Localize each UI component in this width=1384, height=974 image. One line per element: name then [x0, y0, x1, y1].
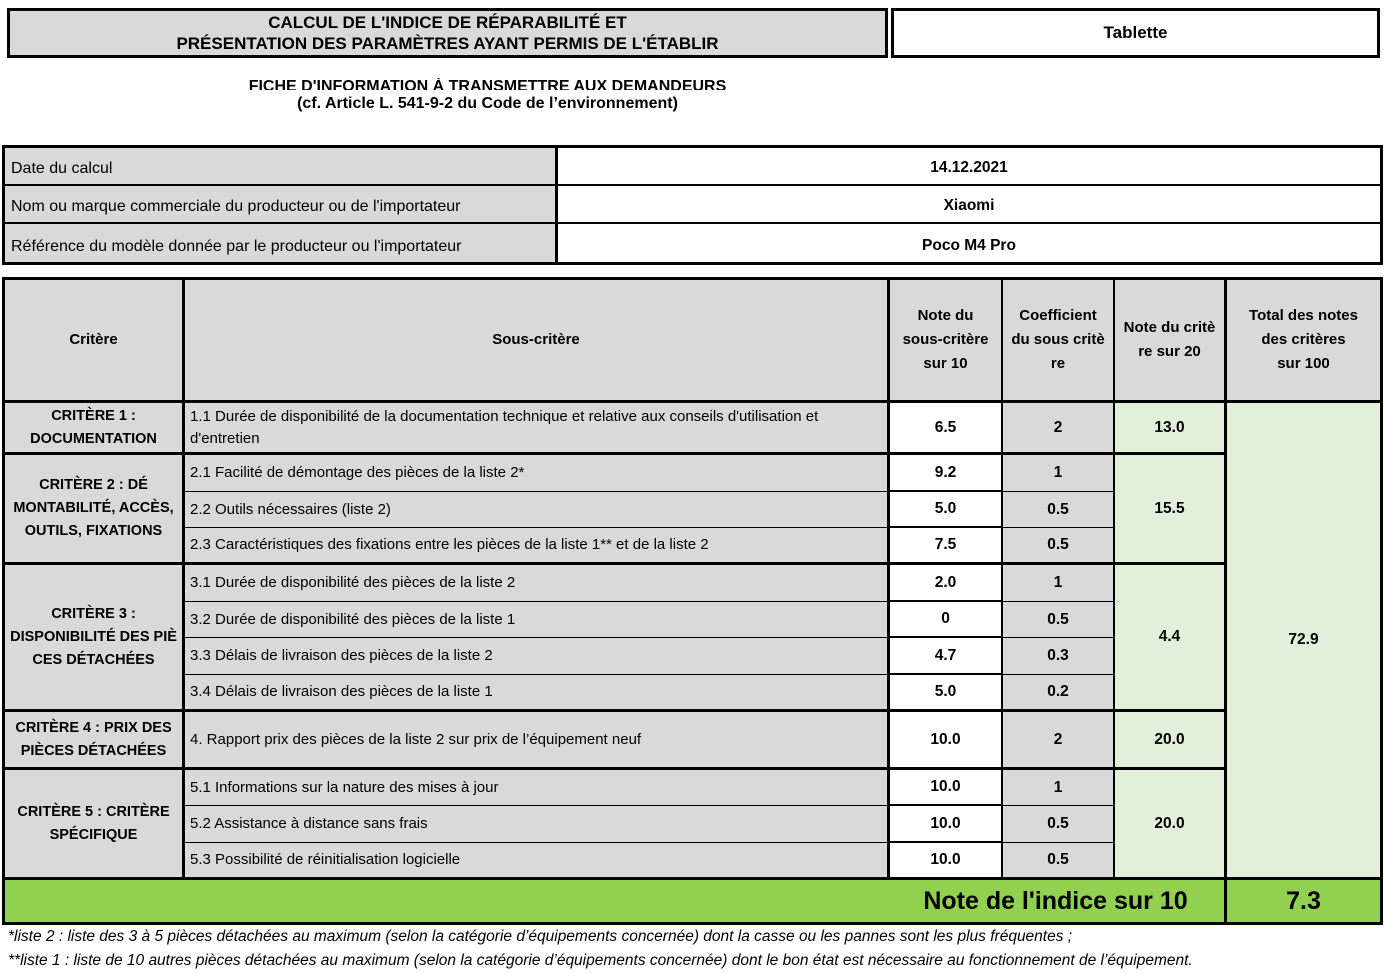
subcriterion-label-2-3: 2.3 Caractéristiques des fixations entre les pièces de la liste 1** et de la liste 2	[185, 528, 890, 565]
col-header-score10: Note du sous-critère sur 10	[890, 280, 1003, 403]
criterion-1-label: CRITÈRE 1 : DOCUMENTATION	[5, 403, 185, 455]
subcriterion-label-3-3: 3.3 Délais de livraison des pièces de la liste 2	[185, 638, 890, 675]
coef-3-4: 0.2	[1003, 675, 1115, 712]
info-value-brand: Xiaomi	[558, 186, 1380, 224]
coef-4: 2	[1003, 712, 1115, 770]
col-header-critere	[5, 280, 185, 403]
info-label-date: Date du calcul	[5, 148, 558, 186]
score-3-3: 4.7	[890, 638, 1003, 675]
coef-3-3: 0.3	[1003, 638, 1115, 675]
subcriterion-label-5-1: 5.1 Informations sur la nature des mises à jour	[185, 770, 890, 806]
coef-3-1: 1	[1003, 565, 1115, 602]
score-3-1: 2.0	[890, 565, 1003, 602]
col-header-sous-critere	[185, 280, 890, 403]
note20-criterion-4: 20.0	[1115, 712, 1227, 770]
note20-criterion-2: 15.5	[1115, 455, 1227, 565]
col-header-coefficient: Coefficient du sous critè re	[1003, 280, 1115, 403]
subcriterion-label-2-1: 2.1 Facilité de démontage des pièces de la liste 2*	[185, 455, 890, 492]
coef-5-2: 0.5	[1003, 806, 1115, 843]
note20-criterion-3: 4.4	[1115, 565, 1227, 712]
score-2-2: 5.0	[890, 492, 1003, 528]
coef-3-2: 0.5	[1003, 602, 1115, 638]
subtitle-block	[5, 78, 970, 113]
sheet-title-line2: PRÉSENTATION DES PARAMÈTRES AYANT PERMIS DE L'ÉTABLIR	[176, 34, 719, 53]
info-value-date: 14.12.2021	[558, 148, 1380, 186]
score-3-4: 5.0	[890, 675, 1003, 712]
score-2-3: 7.5	[890, 528, 1003, 565]
coef-2-1: 1	[1003, 455, 1115, 492]
total-score-100: 72.9	[1227, 403, 1380, 880]
sheet-title-box	[7, 8, 888, 58]
coef-2-3: 0.5	[1003, 528, 1115, 565]
score-4: 10.0	[890, 712, 1003, 770]
subcriterion-label-1-1: 1.1 Durée de disponibilité de la documentation technique et relative aux conseils d'utilisation et d'entretien	[185, 403, 890, 455]
subcriterion-label-4: 4. Rapport prix des pièces de la liste 2 sur prix de l’équipement neuf	[185, 712, 890, 770]
criterion-3-label: CRITÈRE 3 : DISPONIBILITÉ DES PIÈ CES DÉTACHÉES	[5, 565, 185, 712]
device-type-box	[891, 8, 1380, 58]
footnote-liste2: *liste 2 : liste des 3 à 5 pièces détachées au maximum (selon la catégorie d’équipements concernée) dont la casse ou les pannes sont les plus fréquentes ;	[8, 928, 1073, 945]
coef-5-3: 0.5	[1003, 843, 1115, 880]
info-label-model: Référence du modèle donnée par le producteur ou l'importateur	[5, 224, 558, 262]
subtitle-line1: FICHE D'INFORMATION À TRANSMETTRE AUX DEMANDEURS	[248, 78, 727, 90]
index-row	[5, 880, 1227, 922]
col-header-total100: Total des notes des critères sur 100	[1227, 280, 1380, 403]
note20-criterion-1: 13.0	[1115, 403, 1227, 455]
criterion-5-label: CRITÈRE 5 : CRITÈRE SPÉCIFIQUE	[5, 770, 185, 880]
subtitle-line2: (cf. Article L. 541-9-2 du Code de l’environnement)	[297, 95, 678, 112]
index-value: 7.3	[1227, 880, 1380, 922]
subcriterion-label-3-4: 3.4 Délais de livraison des pièces de la liste 1	[185, 675, 890, 712]
score-5-2: 10.0	[890, 806, 1003, 843]
col-header-critere-text: Critère	[69, 331, 118, 348]
score-3-2: 0	[890, 602, 1003, 638]
criterion-2-label: CRITÈRE 2 : DÉ MONTABILITÉ, ACCÈS, OUTILS, FIXATIONS	[5, 455, 185, 565]
info-value-model: Poco M4 Pro	[922, 237, 1016, 254]
score-1-1: 6.5	[890, 403, 1003, 455]
criteria-table	[2, 277, 1383, 925]
subcriterion-label-5-2: 5.2 Assistance à distance sans frais	[185, 806, 890, 843]
subcriterion-label-3-1: 3.1 Durée de disponibilité des pièces de la liste 2	[185, 565, 890, 602]
subcriterion-label-5-3: 5.3 Possibilité de réinitialisation logicielle	[185, 843, 890, 880]
device-type-label: Tablette	[1103, 23, 1168, 42]
score-2-1: 9.2	[890, 455, 1003, 492]
coef-2-2: 0.5	[1003, 492, 1115, 528]
footnote-liste1: **liste 1 : liste de 10 autres pièces détachées au maximum (selon la catégorie d’équipements concernée) dont le bon état est nécessaire au fonctionnement de l’équipement.	[8, 952, 1193, 969]
info-label-brand: Nom ou marque commerciale du producteur ou de l'importateur	[5, 186, 558, 224]
subcriterion-label-3-2: 3.2 Durée de disponibilité des pièces de la liste 1	[185, 602, 890, 638]
note20-criterion-5: 20.0	[1115, 770, 1227, 880]
score-5-3: 10.0	[890, 843, 1003, 880]
col-header-sous-critere-text: Sous-critère	[492, 331, 580, 348]
index-label: Note de l'indice sur 10	[923, 886, 1188, 915]
sheet-title-line1: CALCUL DE L'INDICE DE RÉPARABILITÉ ET	[268, 13, 627, 32]
product-info-table	[2, 145, 1383, 265]
coef-1-1: 2	[1003, 403, 1115, 455]
subtitle-line1-clipped	[5, 78, 970, 90]
col-header-note20: Note du critè re sur 20	[1115, 280, 1227, 403]
coef-5-1: 1	[1003, 770, 1115, 806]
criterion-4-label: CRITÈRE 4 : PRIX DES PIÈCES DÉTACHÉES	[5, 712, 185, 770]
score-5-1: 10.0	[890, 770, 1003, 806]
subcriterion-label-2-2: 2.2 Outils nécessaires (liste 2)	[185, 492, 890, 528]
